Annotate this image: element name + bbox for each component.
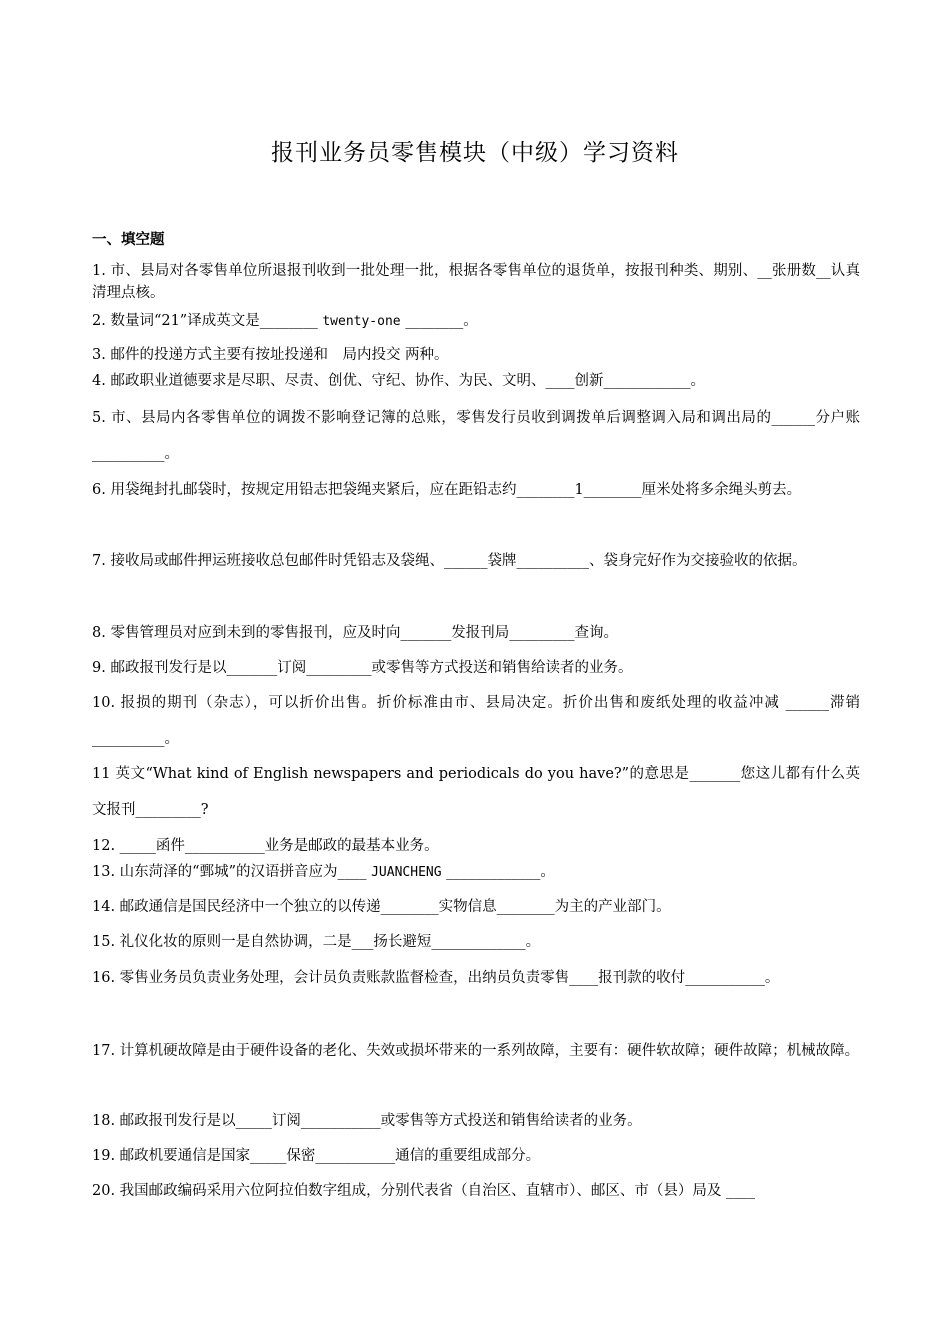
question-15: 15. 礼仪化妆的原则一是自然协调，二是___扬长避短_____________。	[92, 934, 541, 950]
question-14: 14. 邮政通信是国民经济中一个独立的以传递________实物信息________为主的产业部门。	[92, 899, 671, 915]
question-2-prefix: 2. 数量词“21”译成英文是________	[92, 313, 318, 329]
question-6: 6. 用袋绳封扎邮袋时，按规定用铅志把袋绳夹紧后，应在距铅志约________1________厘米处将多余绳头剪去。	[92, 482, 802, 498]
question-13-suffix: _____________。	[446, 864, 555, 880]
question-16: 16. 零售业务员负责业务处理，会计员负责账款监督检查，出纳员负责零售____报刊款的收付___________。	[92, 970, 780, 986]
section-heading: 一、填空题	[92, 231, 165, 248]
question-20: 20. 我国邮政编码采用六位阿拉伯数字组成，分别代表省（自治区、直辖市）、邮区、市（县）局及 ____	[92, 1183, 756, 1199]
question-13-prefix: 13. 山东菏泽的“鄄城”的汉语拼音应为____	[92, 864, 367, 880]
question-2-suffix: ________。	[405, 313, 478, 329]
question-4: 4. 邮政职业道德要求是尽职、尽责、创优、守纪、协作、为民、文明、____创新____________。	[92, 373, 705, 389]
question-13	[92, 861, 860, 884]
question-2	[92, 310, 860, 333]
question-9: 9. 邮政报刊发行是以_______订阅_________或零售等方式投送和销售给读者的业务。	[92, 660, 633, 676]
question-13-answer: JUANCHENG	[371, 865, 442, 880]
question-19: 19. 邮政机要通信是国家_____保密___________通信的重要组成部分。	[92, 1148, 541, 1164]
question-1: 1. 市、县局对各零售单位所退报刊收到一批处理一批，根据各零售单位的退货单，按报刊种类、期别、__张册数__认真清理点核。	[92, 263, 860, 301]
question-5: 5. 市、县局内各零售单位的调拨不影响登记簿的总账，零售发行员收到调拨单后调整调入局和调出局的______分户账__________。	[92, 410, 860, 462]
question-17: 17. 计算机硬故障是由于硬件设备的老化、失效或损坏带来的一系列故障，主要有：硬件软故障；硬件故障；机械故障。	[92, 1043, 860, 1059]
question-8: 8. 零售管理员对应到未到的零售报刊，应及时向_______发报刊局_________查询。	[92, 625, 618, 641]
question-3: 3. 邮件的投递方式主要有按址投递和 局内投交 两种。	[92, 347, 449, 363]
question-7: 7. 接收局或邮件押运班接收总包邮件时凭铅志及袋绳、______袋牌__________、袋身完好作为交接验收的依据。	[92, 553, 807, 569]
question-11: 11 英文“What kind of English newspapers and periodicals do you have?”的意思是_______您这儿都有什么英文报刊_________?	[92, 766, 860, 818]
question-12: 12. _____函件___________业务是邮政的最基本业务。	[92, 838, 439, 854]
question-10: 10. 报损的期刊（杂志），可以折价出售。折价标准由市、县局决定。折价出售和废纸处理的收益冲减 ______滞销__________。	[92, 695, 860, 747]
question-2-answer: twenty-one	[322, 314, 401, 329]
question-18: 18. 邮政报刊发行是以_____订阅___________或零售等方式投送和销售给读者的业务。	[92, 1113, 642, 1129]
document-title: 报刊业务员零售模块（中级）学习资料	[271, 140, 679, 166]
